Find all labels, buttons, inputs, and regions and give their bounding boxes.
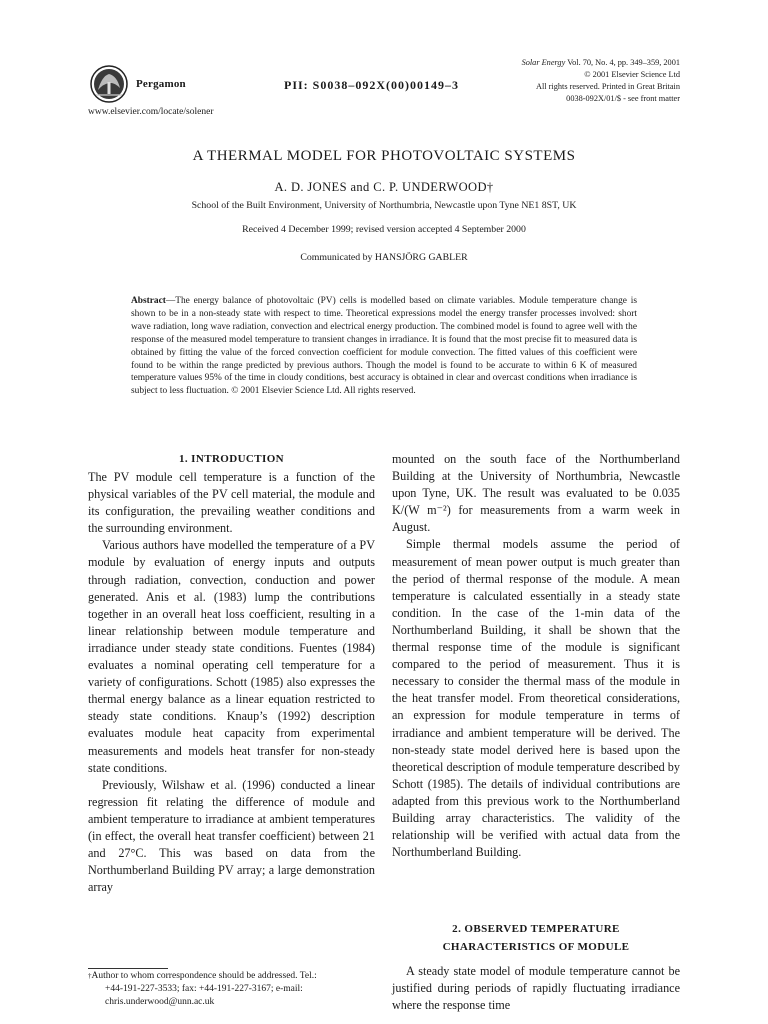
journal-url[interactable]: www.elsevier.com/locate/solener [88, 107, 214, 117]
abstract [131, 295, 637, 398]
abstract-text: —The energy balance of photovoltaic (PV) cells is modelled based on climate variables. Module temperature change is shown to be in a non-steady state with respect to time. Theoretical expressions model the energy transfer processes involved: short wave radiation, long wave radiation, convection and electrical energy production. The combined model is found to agree well with the response of the measured model temperature to transient changes in irradiance. It is found that the most precise fit to measured data is obtained by fitting the value of the forced convection coefficient for module convection. The fitted values of this coefficient were found to be within the range predicted by previous authors. Though the model is found to be accurate to within 6 K of measured temperature values 95% of the time in cloudy conditions, best accuracy is obtained in clear and overcast conditions when irradiance is subject to less fluctuation. © 2001 Elsevier Science Ltd. All rights reserved. [131, 296, 637, 397]
paper-affiliation: School of the Built Environment, University of Northumbria, Newcastle upon Tyne NE1 8ST, UK [191, 200, 577, 211]
paper-authors: A. D. JONES and C. P. UNDERWOOD† [274, 180, 494, 194]
author-email[interactable]: chris.underwood@unn.ac.uk [105, 997, 215, 1008]
communicated-by: Communicated by HANSJÖRG GABLER [300, 252, 468, 263]
paragraph: The PV module cell temperature is a function of the physical variables of the PV cell material, the module and its configuration, the prevailing weather conditions and the surrounding environment. [88, 470, 375, 536]
abstract-label: Abstract [131, 296, 166, 306]
footnote-divider [88, 968, 168, 969]
rights-line: All rights reserved. Printed in Great Britain [535, 82, 680, 91]
journal-citation [400, 57, 680, 105]
paragraph: Various authors have modelled the temperature of a PV module by evaluation of energy inputs and outputs through radiation, convection, conduction and power generated. Anis et al. (1983) lump the contributions together in an overall heat loss coefficient, resulting in a linear relationship between module temperature and irradiance under steady state conditions. Fuentes (1984) evaluates a nominal operating cell temperature for a variety of configurations. Schott (1985) also expresses the thermal energy balance as a linear equation restricted to steady state conditions. Knaup’s (1992) description evaluates module heat capacity from experimental measurements and models heat transfer for non-steady state conditions. [88, 538, 375, 775]
correspondence-footnote: †Author to whom correspondence should be addressed. Tel.: +44-191-227-3533; fax: +44-191-227-3167; e-mail: chris.underwood@unn.ac.uk [88, 970, 375, 1010]
issn-line: 0038-092X/01/$ - see front matter [566, 94, 680, 103]
pii-identifier: PII: S0038–092X(00)00149–3 [284, 78, 459, 92]
right-column [392, 451, 680, 861]
publisher-name: Pergamon [136, 78, 186, 90]
right-column-section2 [392, 963, 680, 1014]
journal-volume-line: Solar Energy Vol. 70, No. 4, pp. 349–359, 2001 [521, 58, 680, 67]
received-dates: Received 4 December 1999; revised version accepted 4 September 2000 [242, 224, 526, 235]
section-heading-introduction: 1. INTRODUCTION [178, 453, 284, 465]
elsevier-tree-logo [88, 64, 130, 104]
paper-title: A THERMAL MODEL FOR PHOTOVOLTAIC SYSTEMS [192, 148, 576, 164]
paragraph: Simple thermal models assume the period of measurement of mean power output is much greater than the period of thermal response of the module. A mean temperature is calculated essentially in a steady state condition. In the case of the 1-min data of the Northumberland Building, it shall be shown that the thermal response time of the module is significant compared to the period of measurement. Thus it is necessary to consider the thermal mass of the module in the heat transfer model. From theoretical considerations, an expression for module temperature in terms of irradiance and ambient temperature will be derived. The non-steady state model derived here is based upon the theoretical description of module temperature described by Schott (1985). The details of individual contributions are adapted from this previous work to the Northumberland Building array characteristics. The validity of the relationship will be verified with actual data from the Northumberland Building. [392, 537, 680, 860]
paragraph: mounted on the south face of the Northumberland Building at the University of Northumbria, Newcastle upon Tyne, UK. The result was evaluated to be 0.035 K/(W m⁻²) for measurements from a warm week in August. [392, 452, 680, 535]
paragraph: Previously, Wilshaw et al. (1996) conducted a linear regression fit relating the difference of module and ambient temperature to irradiance at ambient temperatures (in effect, the overall heat transfer coefficient) between 21 and 27°C. This was based on data from the Northumberland Building PV array; a large demonstration array [88, 777, 375, 895]
paragraph: A steady state model of module temperature cannot be justified during periods of rapidly fluctuating irradiance where the response time [392, 964, 680, 1013]
section-heading-observed-temperature: 2. OBSERVED TEMPERATURE CHARACTERISTICS OF MODULE [442, 923, 630, 953]
copyright-line: © 2001 Elsevier Science Ltd [584, 70, 680, 79]
left-column [88, 469, 375, 896]
